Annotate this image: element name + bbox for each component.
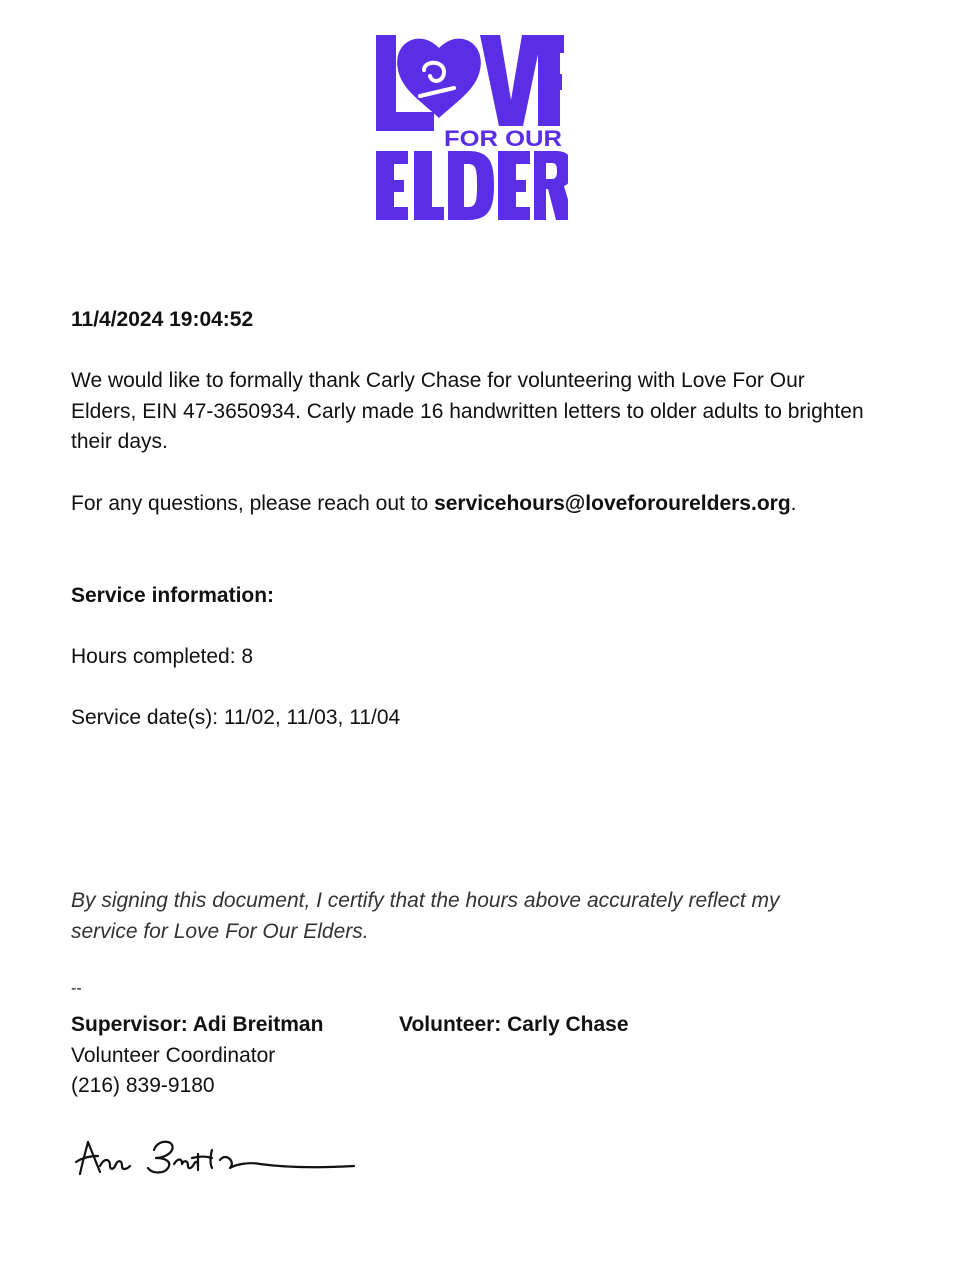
logo-graphic (372, 30, 568, 226)
contact-suffix: . (790, 492, 797, 515)
organization-logo (372, 30, 568, 226)
contact-line (71, 489, 891, 520)
signature-separator: -- (71, 980, 82, 997)
volunteer-name: Volunteer: Carly Chase (399, 1013, 629, 1036)
svg-text:FOR OUR: FOR OUR (444, 126, 563, 151)
supervisor-name: Supervisor: Adi Breitman (71, 1013, 324, 1036)
contact-email: servicehours@loveforourelders.org (434, 492, 791, 515)
document-timestamp: 11/4/2024 19:04:52 (71, 308, 254, 331)
handwritten-signature (70, 1130, 360, 1190)
hours-completed: Hours completed: 8 (71, 645, 254, 668)
thanks-paragraph: We would like to formally thank Carly Chase for volunteering with Love For Our Elders, EIN 47-3650934. Carly made 16 handwritten letters to older adults to brighten their days. (71, 369, 864, 453)
supervisor-phone: (216) 839-9180 (71, 1074, 215, 1097)
signature-graphic (70, 1130, 360, 1190)
contact-prefix: For any questions, please reach out to (71, 492, 435, 515)
supervisor-block (71, 1010, 323, 1102)
service-heading: Service information: (71, 584, 275, 607)
supervisor-title: Volunteer Coordinator (71, 1043, 276, 1067)
certification-statement: By signing this document, I certify that the hours above accurately reflect my service for Love For Our Elders. (71, 889, 780, 943)
service-dates: Service date(s): 11/02, 11/03, 11/04 (71, 706, 401, 729)
